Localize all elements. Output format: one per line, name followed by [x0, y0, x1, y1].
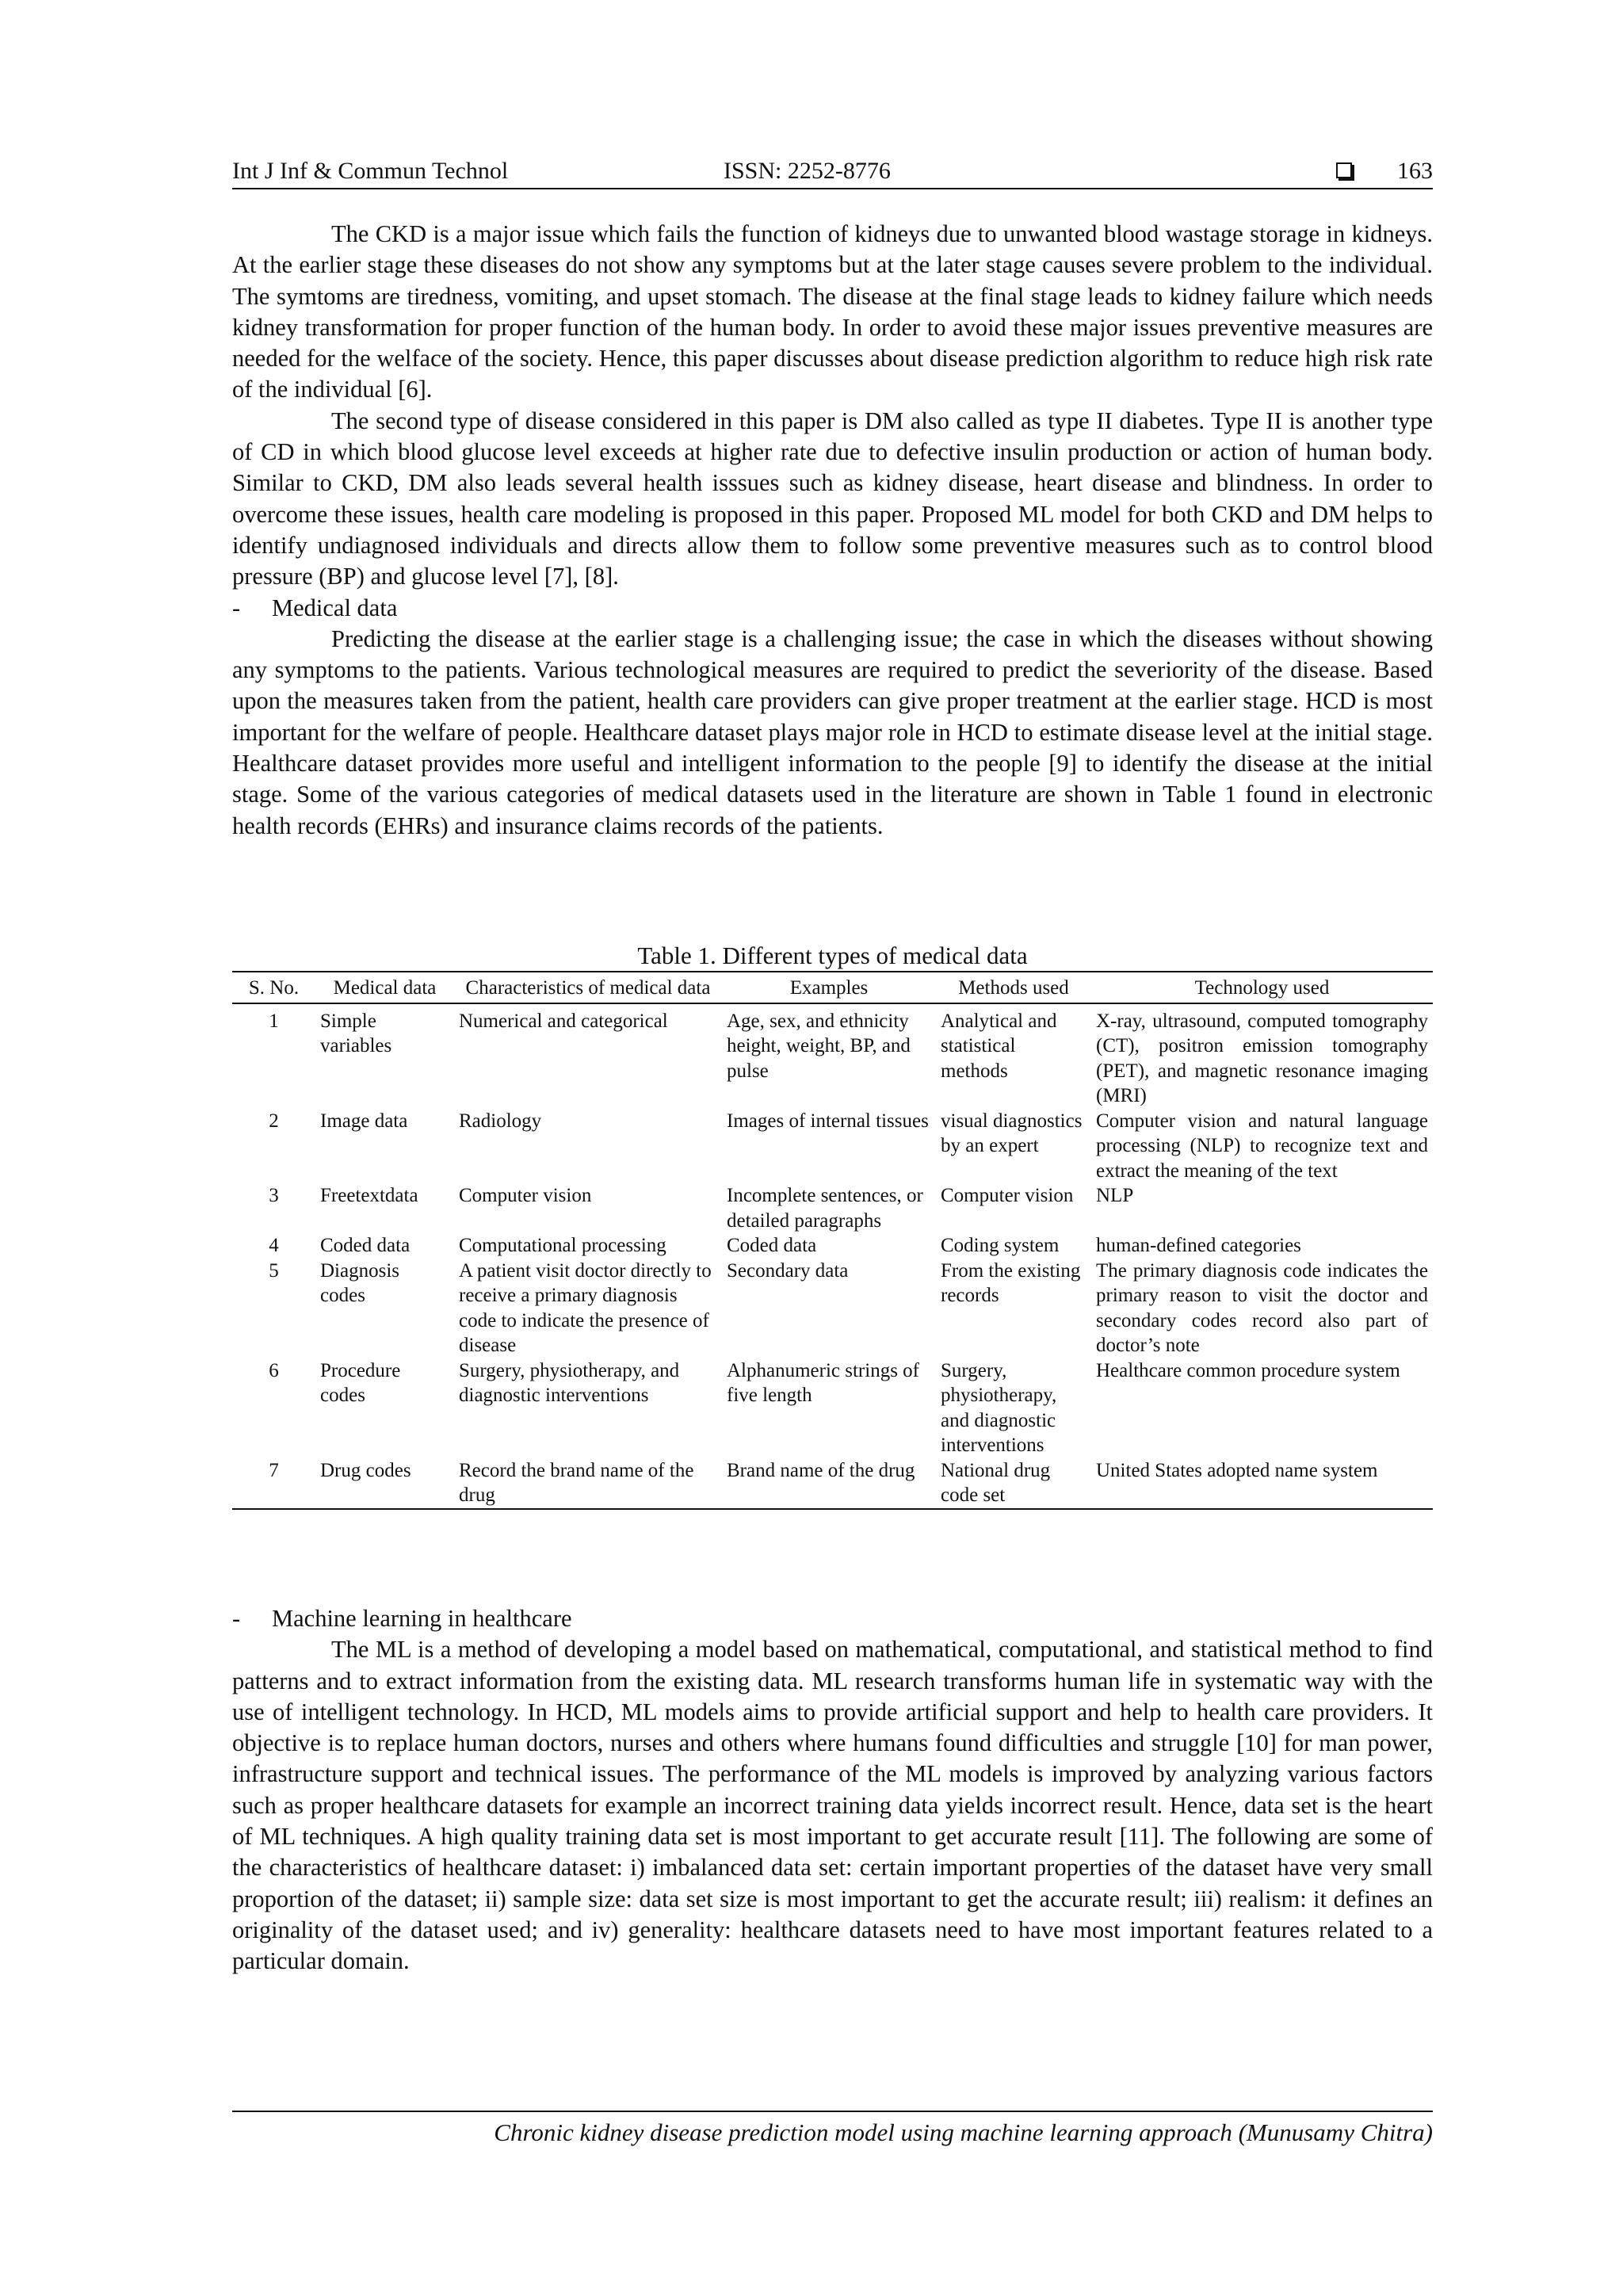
table-cell: Coded data — [320, 1235, 411, 1256]
table-cell: Images of internal tissues — [727, 1110, 929, 1132]
table-container — [232, 971, 1433, 1510]
table-cell: Drug codes — [315, 1458, 454, 1509]
table-cell: Healthcare common procedure system — [1096, 1359, 1400, 1381]
table-cell: National drug code set — [936, 1458, 1091, 1509]
bullet-dash: - — [232, 594, 241, 621]
table-cell: NLP — [1096, 1185, 1134, 1206]
paragraph-dm: The second type of disease considered in this paper is DM also called as type II diabetes. Type II is another type of CD in which blood glucose level exceeds at higher rate due to defective insulin production or action of human body. Similar to CKD, DM also leads several health isssues such as kidney disease, heart disease and blindness. In order to overcome these issues, health care modeling is proposed in this paper. Proposed ML model for both CKD and DM helps to identify undiagnosed individuals and directs allow them to follow some preventive measures such as to control blood pressure (BP) and glucose level [7], [8]. — [232, 407, 1433, 590]
body-text-bottom — [232, 1603, 1433, 1977]
page-number: 163 — [1397, 158, 1433, 184]
paragraph-ckd: The CKD is a major issue which fails the function of kidneys due to unwanted blood wastage storage in kidneys. At the earlier stage these diseases do not show any symptoms but at the later stage causes severe problem to the individual. The symtoms are tiredness, vomiting, and upset stomach. The disease at the final stage leads to kidney failure which needs kidney transformation for proper function of the human body. In order to avoid these major issues preventive measures are needed for the welface of the society. Hence, this paper discusses about disease prediction algorithm to reduce high risk rate of the individual [6]. — [232, 220, 1433, 403]
table-cell: Alphanumeric strings of five length — [727, 1359, 920, 1406]
column-header: Medical data — [315, 972, 454, 1003]
table-cell: Computer vision and natural language processing (NLP) to recognize text and extract the meaning of the text — [1096, 1110, 1428, 1182]
table-cell: Coding system — [941, 1235, 1060, 1256]
table-cell: X-ray, ultrasound, computed tomography (CT), positron emission tomography (PET), and magnetic resonance imaging (MRI) — [1096, 1010, 1428, 1106]
table-row — [232, 1358, 1433, 1458]
table-header-row — [232, 972, 1433, 1003]
table-caption: Table 1. Different types of medical data — [637, 942, 1028, 969]
table-cell: Radiology — [459, 1110, 542, 1132]
paragraph-ml: The ML is a method of developing a model based on mathematical, computational, and statistical method to find patterns and to extract information from the existing data. ML research transforms human life in systematic way with the use of intelligent technology. In HCD, ML models aims to provide artificial support and help to health care providers. It objective is to replace human doctors, nurses and others where humans found difficulties and struggle [10] for man power, infrastructure support and technical issues. The performance of the ML models is improved by analyzing various factors such as proper healthcare datasets for example an incorrect training data yields incorrect result. Hence, data set is the heart of ML techniques. A high quality training data set is most important to get accurate result [11]. The following are some of the characteristics of healthcare dataset: i) imbalanced data set: certain important properties of the dataset have very small proportion of the dataset; ii) sample size: data set size is most important to get the accurate result; iii) realism: it defines an originality of the dataset used; and iv) generality: healthcare datasets need to have most important features related to a particular domain. — [232, 1636, 1433, 1975]
table-row — [232, 1259, 1433, 1358]
column-header: S. No. — [232, 972, 315, 1003]
table-cell: Surgery, physiotherapy, and diagnostic interventions — [459, 1359, 680, 1406]
bullet-label: Medical data — [272, 594, 398, 621]
body-text-top — [232, 219, 1433, 842]
journal-name: Int J Inf & Commun Technol — [232, 158, 509, 184]
table-cell: Surgery, physiotherapy, and diagnostic interventions — [941, 1359, 1057, 1456]
table-cell: Coded data — [727, 1235, 817, 1256]
running-footer: Chronic kidney disease prediction model using machine learning approach (Munusamy Chitra) — [232, 2111, 1433, 2149]
bullet-dash: - — [232, 1605, 241, 1632]
table-row — [232, 1458, 1433, 1509]
table-cell: A patient visit doctor directly to receive a primary diagnosis code to indicate the presence of disease — [459, 1259, 712, 1356]
table-cell: Image data — [320, 1110, 408, 1132]
table-cell: Freetextdata — [320, 1185, 418, 1206]
column-header: Technology used — [1091, 972, 1433, 1003]
column-header: Examples — [722, 972, 936, 1003]
table-cell: 7 — [232, 1458, 315, 1509]
table-cell: 3 — [269, 1185, 279, 1206]
table-cell: 6 — [269, 1359, 279, 1381]
checkbox-square-icon — [1336, 162, 1352, 178]
table-row — [232, 1233, 1433, 1259]
bullet-medical-data — [232, 593, 1433, 624]
paragraph-medical-data: Predicting the disease at the earlier stage is a challenging issue; the case in which the diseases without showing any symptoms to the patients. Various technological measures are required to predict the severiority of the disease. Based upon the measures taken from the patient, health care providers can give proper treatment at the earlier stage. HCD is most important for the welfare of people. Healthcare dataset plays major role in HCD to estimate disease level at the initial stage. Healthcare dataset provides more useful and intelligent information to the people [9] to identify the disease at the initial stage. Some of the various categories of medical datasets used in the literature are shown in Table 1 found in electronic health records (EHRs) and insurance claims records of the patients. — [232, 625, 1433, 839]
table-cell: United States adopted name system — [1091, 1458, 1433, 1509]
table-cell: visual diagnostics by an expert — [941, 1110, 1083, 1156]
table-cell: Computer vision — [459, 1185, 592, 1206]
table-cell: 4 — [269, 1235, 279, 1256]
table-cell: human-defined categories — [1096, 1235, 1301, 1256]
bullet-label: Machine learning in healthcare — [272, 1605, 572, 1632]
table-cell: Age, sex, and ethnicity height, weight, BP, and pulse — [727, 1010, 911, 1082]
table-cell: Computational processing — [459, 1235, 666, 1256]
table-cell: 5 — [269, 1259, 279, 1282]
table-cell: Analytical and statistical methods — [941, 1010, 1057, 1082]
table-cell: Secondary data — [727, 1259, 849, 1282]
table-row — [232, 1183, 1433, 1233]
table-cell: The primary diagnosis code indicates the primary reason to visit the doctor and secondary codes record also part of doctor’s note — [1096, 1259, 1428, 1356]
table-cell: 2 — [269, 1110, 279, 1132]
bullet-machine-learning — [232, 1603, 1433, 1634]
table-cell: Simple variables — [320, 1010, 392, 1056]
running-header — [232, 155, 1433, 189]
table-cell: Numerical and categorical — [459, 1010, 668, 1032]
table-row — [232, 1109, 1433, 1184]
column-header: Methods used — [936, 972, 1091, 1003]
table-cell: Record the brand name of the drug — [454, 1458, 722, 1509]
table-cell: Incomplete sentences, or detailed paragraphs — [727, 1185, 923, 1232]
table-cell: Brand name of the drug — [722, 1458, 936, 1509]
table-row — [232, 1003, 1433, 1109]
issn: ISSN: 2252-8776 — [724, 158, 891, 184]
table-cell: Procedure codes — [320, 1359, 401, 1406]
table-cell: From the existing records — [941, 1259, 1081, 1306]
table-cell: Computer vision — [941, 1185, 1074, 1206]
column-header: Characteristics of medical data — [454, 972, 722, 1003]
medical-data-table — [232, 971, 1433, 1510]
table-cell: 1 — [269, 1010, 279, 1032]
table-cell: Diagnosis codes — [320, 1259, 399, 1306]
